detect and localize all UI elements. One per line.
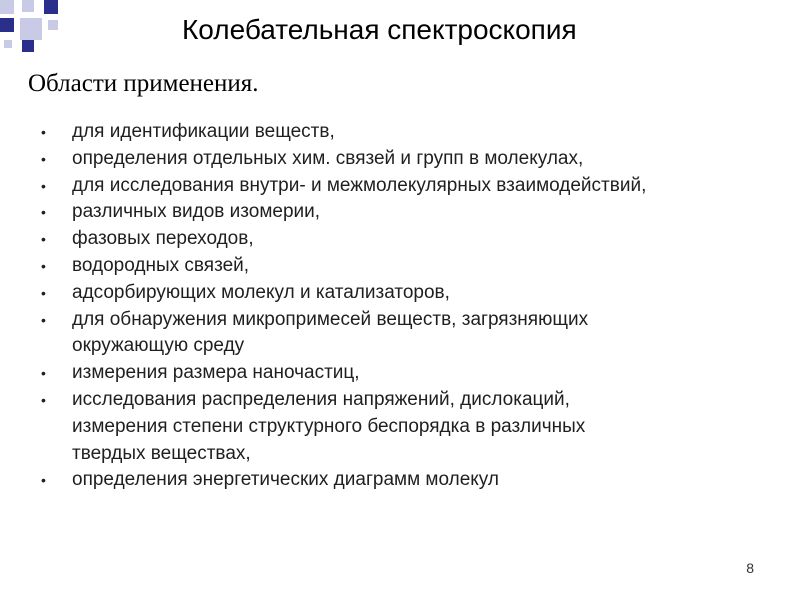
bullet-list [40,119,780,494]
bullet-item [40,307,780,361]
bullet-item [40,467,780,494]
deco-square [22,40,34,52]
bullet-marker: • [41,284,46,301]
bullet-text: измерения размера наночастиц, [72,362,360,384]
bullet-marker: • [41,177,46,194]
bullet-marker: • [41,257,46,274]
bullet-text: определения отдельных хим. связей и групп в молекулах, [72,147,584,169]
bullet-text: измерения степени структурного беспорядка в различных [72,415,586,437]
bullet-item [40,253,780,280]
page-number: 8 [746,560,754,576]
bullet-item [40,119,780,146]
bullet-text: адсорбирующих молекул и катализаторов, [72,281,450,303]
bullet-text: для обнаружения микропримесей веществ, загрязняющих [72,308,589,330]
bullet-text: водородных связей, [72,254,250,276]
bullet-marker: • [41,124,46,140]
bullet-marker: • [41,472,46,489]
bullet-text: окружающую среду [72,335,245,357]
bullet-item [40,173,780,200]
bullet-text: определения энергетических диаграмм молекул [72,469,499,491]
bullet-text: исследования распределения напряжений, дислокаций, [72,388,570,410]
deco-square [44,0,58,14]
bullet-text: различных видов изомерии, [72,201,321,223]
deco-square [0,18,14,32]
bullet-marker: • [41,231,46,248]
deco-square [48,20,58,30]
bullet-item [40,360,780,387]
deco-square [20,18,42,40]
bullet-text: для исследования внутри- и межмолекулярных взаимодействий, [72,174,647,196]
bullet-marker: • [41,365,46,382]
bullet-marker: • [41,311,46,328]
bullet-text: для идентификации веществ, [72,121,335,142]
decorative-squares [0,0,90,60]
bullet-marker: • [41,150,46,167]
bullet-item [40,387,780,467]
deco-square [22,0,34,12]
bullet-item [40,199,780,226]
bullet-text: твердых веществах, [72,442,251,464]
bullet-text: фазовых переходов, [72,228,254,250]
bullet-marker: • [41,391,46,408]
slide-title: Колебательная спектроскопия [182,14,577,45]
deco-square [0,0,14,14]
bullet-marker: • [41,204,46,221]
bullet-item [40,280,780,307]
slide-subtitle: Области применения. [28,70,259,97]
bullet-item [40,146,780,173]
deco-square [4,40,12,48]
bullet-item [40,226,780,253]
